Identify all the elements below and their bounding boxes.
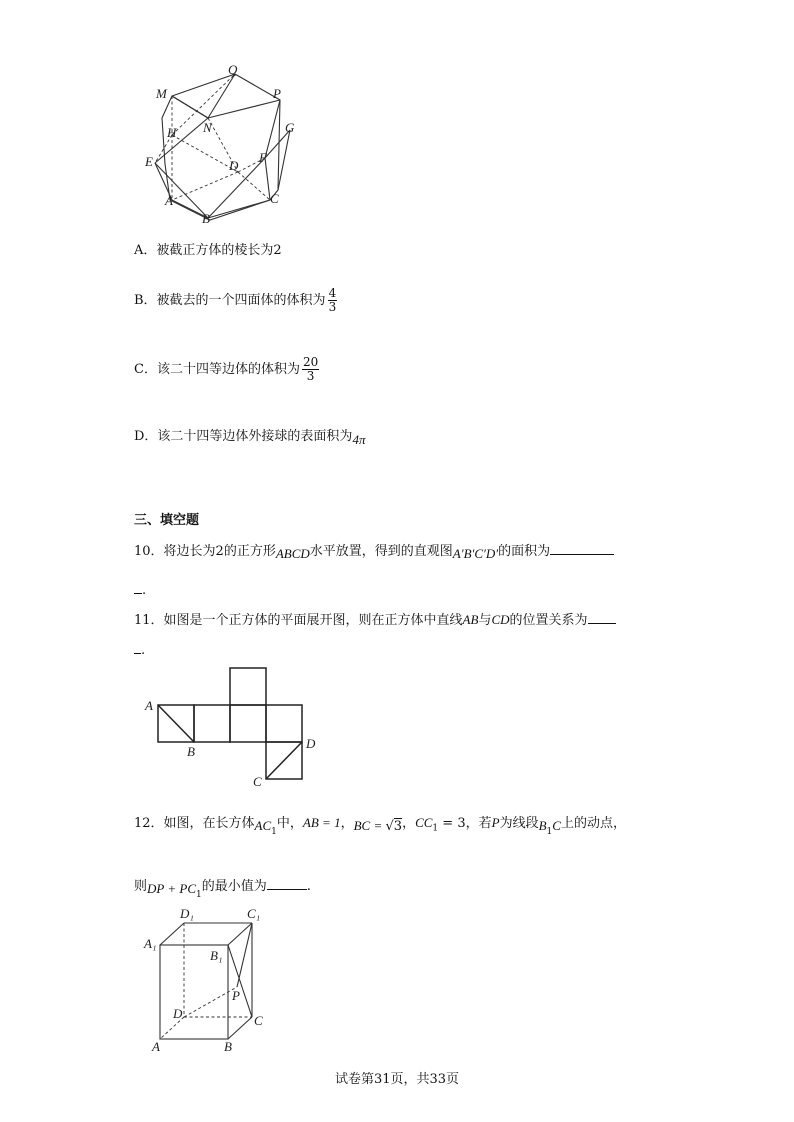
- question-11-continued: [134, 640, 145, 660]
- q12-solid-sub: 1: [271, 826, 277, 837]
- fraction-denominator: 3: [328, 300, 337, 314]
- option-d: [134, 427, 365, 446]
- label-b: B: [187, 744, 195, 759]
- figure-cube-net: [140, 660, 330, 790]
- q12-tail: .: [306, 879, 311, 894]
- question-11: [134, 610, 616, 630]
- q11-suffix: 的位置关系为: [509, 613, 588, 628]
- q11-ab: AB: [462, 612, 479, 627]
- fraction-20-3: [302, 356, 319, 383]
- answer-blank-continued[interactable]: [134, 580, 142, 594]
- option-b: [134, 287, 337, 314]
- q12-in: 中，: [276, 816, 303, 831]
- q10-image: A′B′C′D′: [452, 546, 499, 561]
- label-a: A: [165, 193, 173, 208]
- q10-suffix: 的面积为: [498, 544, 551, 559]
- label-b1: B₁: [210, 948, 223, 963]
- q10-prefix: 10．将边长为2的正方形: [134, 544, 276, 559]
- q12-cc-value: = 3: [438, 816, 466, 831]
- option-c: [134, 356, 319, 383]
- q11-and: 与: [478, 613, 492, 628]
- q12-seg: B: [538, 818, 547, 833]
- q12-seg-sub: 1: [546, 826, 553, 837]
- label-b: B: [224, 1039, 232, 1054]
- label-a: A: [145, 698, 153, 713]
- q11-cd: CD: [491, 612, 510, 627]
- q12-sep: ，若: [465, 816, 492, 831]
- q11-text: 11．如图是一个正方体的平面展开图，则在正方体中直线: [134, 613, 463, 628]
- label-n: N: [203, 120, 212, 135]
- answer-blank[interactable]: [588, 610, 616, 624]
- q12-seg-end: C: [552, 818, 561, 833]
- page-footer: 试卷第31页，共33页: [334, 1072, 460, 1087]
- q12-suffix: 上的动点，: [560, 816, 626, 831]
- label-b: B: [202, 211, 210, 226]
- question-12-line-2: [134, 876, 311, 901]
- answer-blank[interactable]: [267, 876, 307, 890]
- label-a: A: [152, 1039, 160, 1054]
- q12-sep: ，: [402, 816, 416, 831]
- option-a: A．被截正方体的棱长为2: [134, 243, 282, 258]
- q12-cc-sub: 1: [432, 823, 439, 834]
- q10-square: ABCD: [275, 546, 310, 561]
- q12-mid: 为线段: [499, 816, 539, 831]
- q12-p: P: [491, 815, 500, 830]
- label-p: P: [232, 988, 240, 1003]
- q12-line2-suffix: 的最小值为: [201, 879, 267, 894]
- fraction-denominator: 3: [306, 369, 315, 383]
- figure-24-sided-solid: [140, 60, 310, 230]
- q11-tail: .: [141, 643, 146, 658]
- label-d1: D₁: [180, 906, 194, 921]
- label-d: D: [229, 158, 239, 173]
- label-q: Q: [228, 62, 238, 77]
- label-e: E: [145, 154, 153, 169]
- label-f: F: [259, 150, 267, 165]
- q12-expr: DP + PC: [147, 881, 196, 896]
- fraction-4-3: [328, 287, 338, 314]
- option-d-text: D．该二十四等边体外接球的表面积为: [134, 429, 353, 444]
- q12-prefix: 12．如图，在长方体: [134, 816, 255, 831]
- question-12: [134, 814, 626, 838]
- sqrt-symbol: √: [385, 819, 394, 834]
- label-p: P: [273, 86, 281, 101]
- label-d: D: [173, 1006, 183, 1021]
- label-c: C: [254, 1013, 263, 1028]
- q12-expr-sub: 1: [196, 889, 202, 900]
- q10-middle: 水平放置，得到的直观图: [309, 544, 453, 559]
- label-a1: A₁: [144, 936, 157, 951]
- label-c: C: [253, 774, 262, 789]
- q10-tail: .: [142, 583, 147, 598]
- q12-bc: BC =: [353, 818, 386, 833]
- option-c-text: C．该二十四等边体的体积为: [134, 362, 300, 377]
- q12-line2-prefix: 则: [134, 879, 148, 894]
- section-title: 三、填空题: [134, 513, 200, 528]
- label-c1: C₁: [247, 906, 261, 921]
- q12-solid: AC: [254, 818, 272, 833]
- figure-rectangular-box: [140, 905, 280, 1055]
- option-b-text: B．被截去的一个四面体的体积为: [134, 293, 326, 308]
- q12-cc: CC: [415, 815, 433, 830]
- label-d: D: [306, 736, 316, 751]
- answer-blank-continued[interactable]: [134, 640, 141, 654]
- label-m: M: [156, 86, 167, 101]
- question-10: [134, 541, 614, 561]
- fraction-numerator: 20: [302, 355, 319, 369]
- question-10-continued: [134, 580, 146, 600]
- q12-ab: AB = 1: [302, 815, 341, 830]
- option-d-value: 4π: [352, 432, 366, 447]
- label-c: C: [270, 191, 279, 206]
- label-h: H: [167, 125, 177, 140]
- q12-sep: ，: [340, 816, 354, 831]
- label-g: G: [285, 120, 295, 135]
- answer-blank[interactable]: [550, 541, 614, 555]
- fraction-numerator: 4: [328, 286, 337, 300]
- q12-bc-value: 3: [393, 819, 403, 834]
